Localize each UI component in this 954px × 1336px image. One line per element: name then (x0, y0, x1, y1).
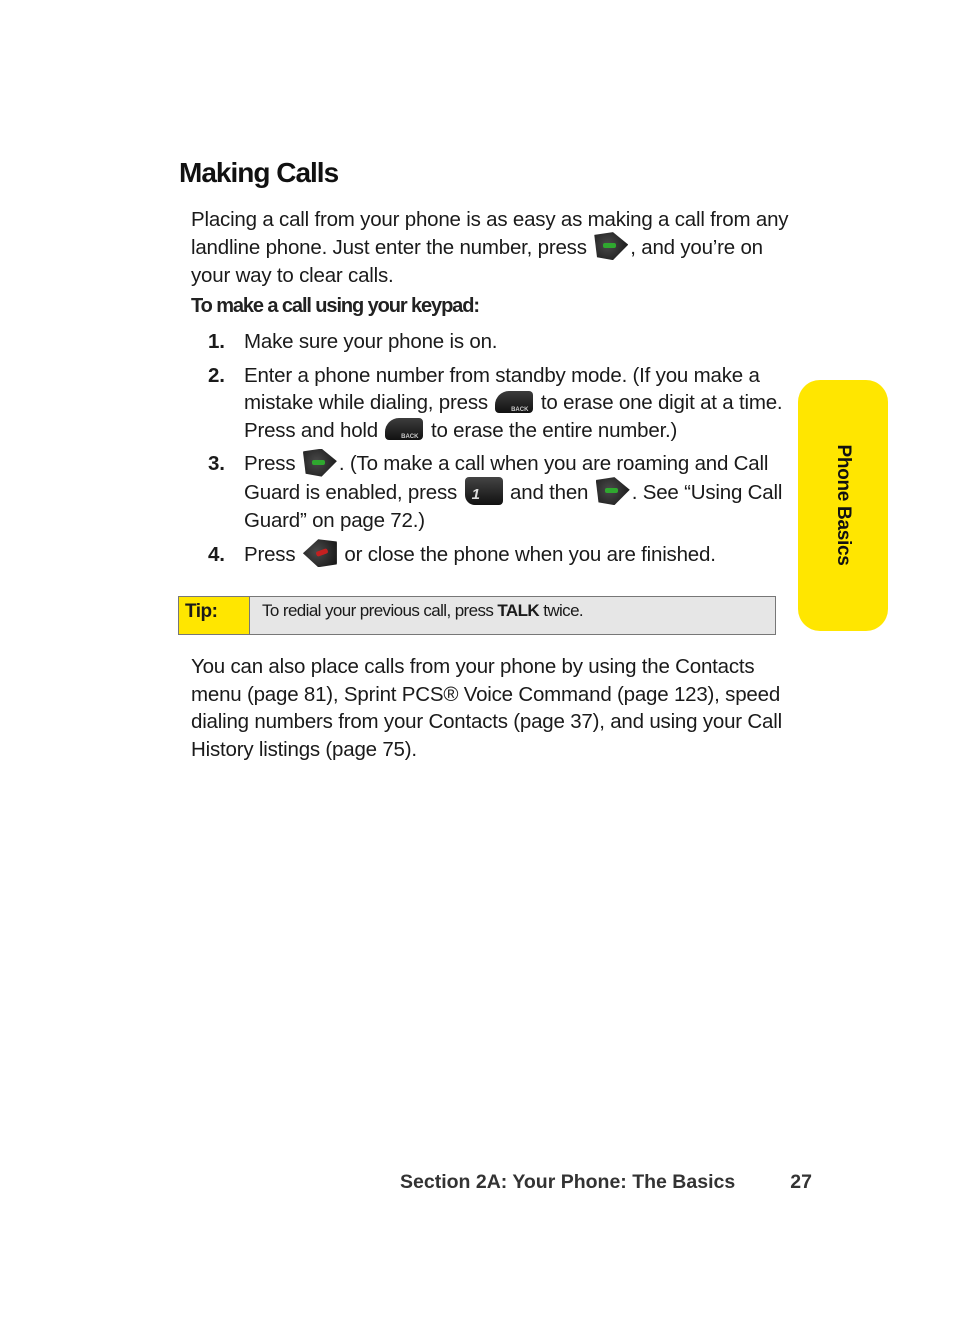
intro-text-1: Placing a call from your phone is as easy as making a call from any landline phone. Just enter the number, press (191, 208, 789, 259)
step-text: Make sure your phone is on. (244, 330, 498, 353)
back-key-icon (495, 391, 533, 413)
page-footer (400, 1171, 812, 1194)
step-number: 1. (208, 330, 225, 353)
tip-text-bold: TALK (497, 601, 540, 620)
back-key-icon (385, 418, 423, 440)
step-number: 4. (208, 542, 225, 566)
side-tab-label: Phone Basics (833, 444, 854, 566)
steps-list (191, 328, 791, 575)
procedure-heading: To make a call using your keypad: (191, 295, 479, 317)
step-text: or close the phone when you are finished. (338, 542, 716, 566)
step-3 (191, 450, 791, 535)
step-text: . See “Using Call Guard” on page 72.) (244, 480, 783, 533)
step-text: Press (244, 542, 301, 566)
step-2 (191, 362, 791, 445)
one-key-icon (465, 477, 503, 505)
page-title: Making Calls (179, 157, 339, 188)
talk-key-icon (594, 232, 628, 260)
step-text: . (To make a call when you are roaming and Call Guard is enabled, press (244, 452, 769, 504)
talk-key-icon (303, 449, 337, 477)
tip-box (178, 596, 776, 635)
step-text: and then (504, 480, 594, 504)
step-1 (191, 328, 791, 356)
tip-text-before: To redial your previous call, press (262, 601, 498, 620)
tip-text-after: twice. (539, 601, 584, 620)
page-number: 27 (790, 1171, 812, 1193)
step-text: to erase the entire number.) (425, 418, 678, 442)
step-text: Press (244, 452, 301, 475)
step-number: 2. (208, 363, 225, 387)
step-number: 3. (208, 452, 225, 475)
talk-key-icon (596, 477, 630, 505)
outro-paragraph: You can also place calls from your phone by using the Contacts menu (page 81), Sprint PCS® Voice Command (page 123), speed dialing numbers from your Contacts (page 37), and using your Call History listings (page 75). (191, 655, 782, 761)
step-text: Enter a phone number from standby mode. (If you make a mistake while dialing, press (244, 363, 760, 414)
intro-paragraph (191, 206, 791, 290)
end-key-icon (303, 539, 337, 567)
step-4 (191, 541, 791, 570)
tip-label: Tip: (179, 597, 250, 634)
intro-text-2: , and you’re on your way to clear calls. (191, 235, 763, 288)
section-side-tab (798, 380, 888, 631)
step-text: to erase one digit at a time. Press and hold (244, 391, 783, 442)
tip-text (250, 597, 583, 634)
footer-section-title: Section 2A: Your Phone: The Basics (400, 1171, 736, 1193)
